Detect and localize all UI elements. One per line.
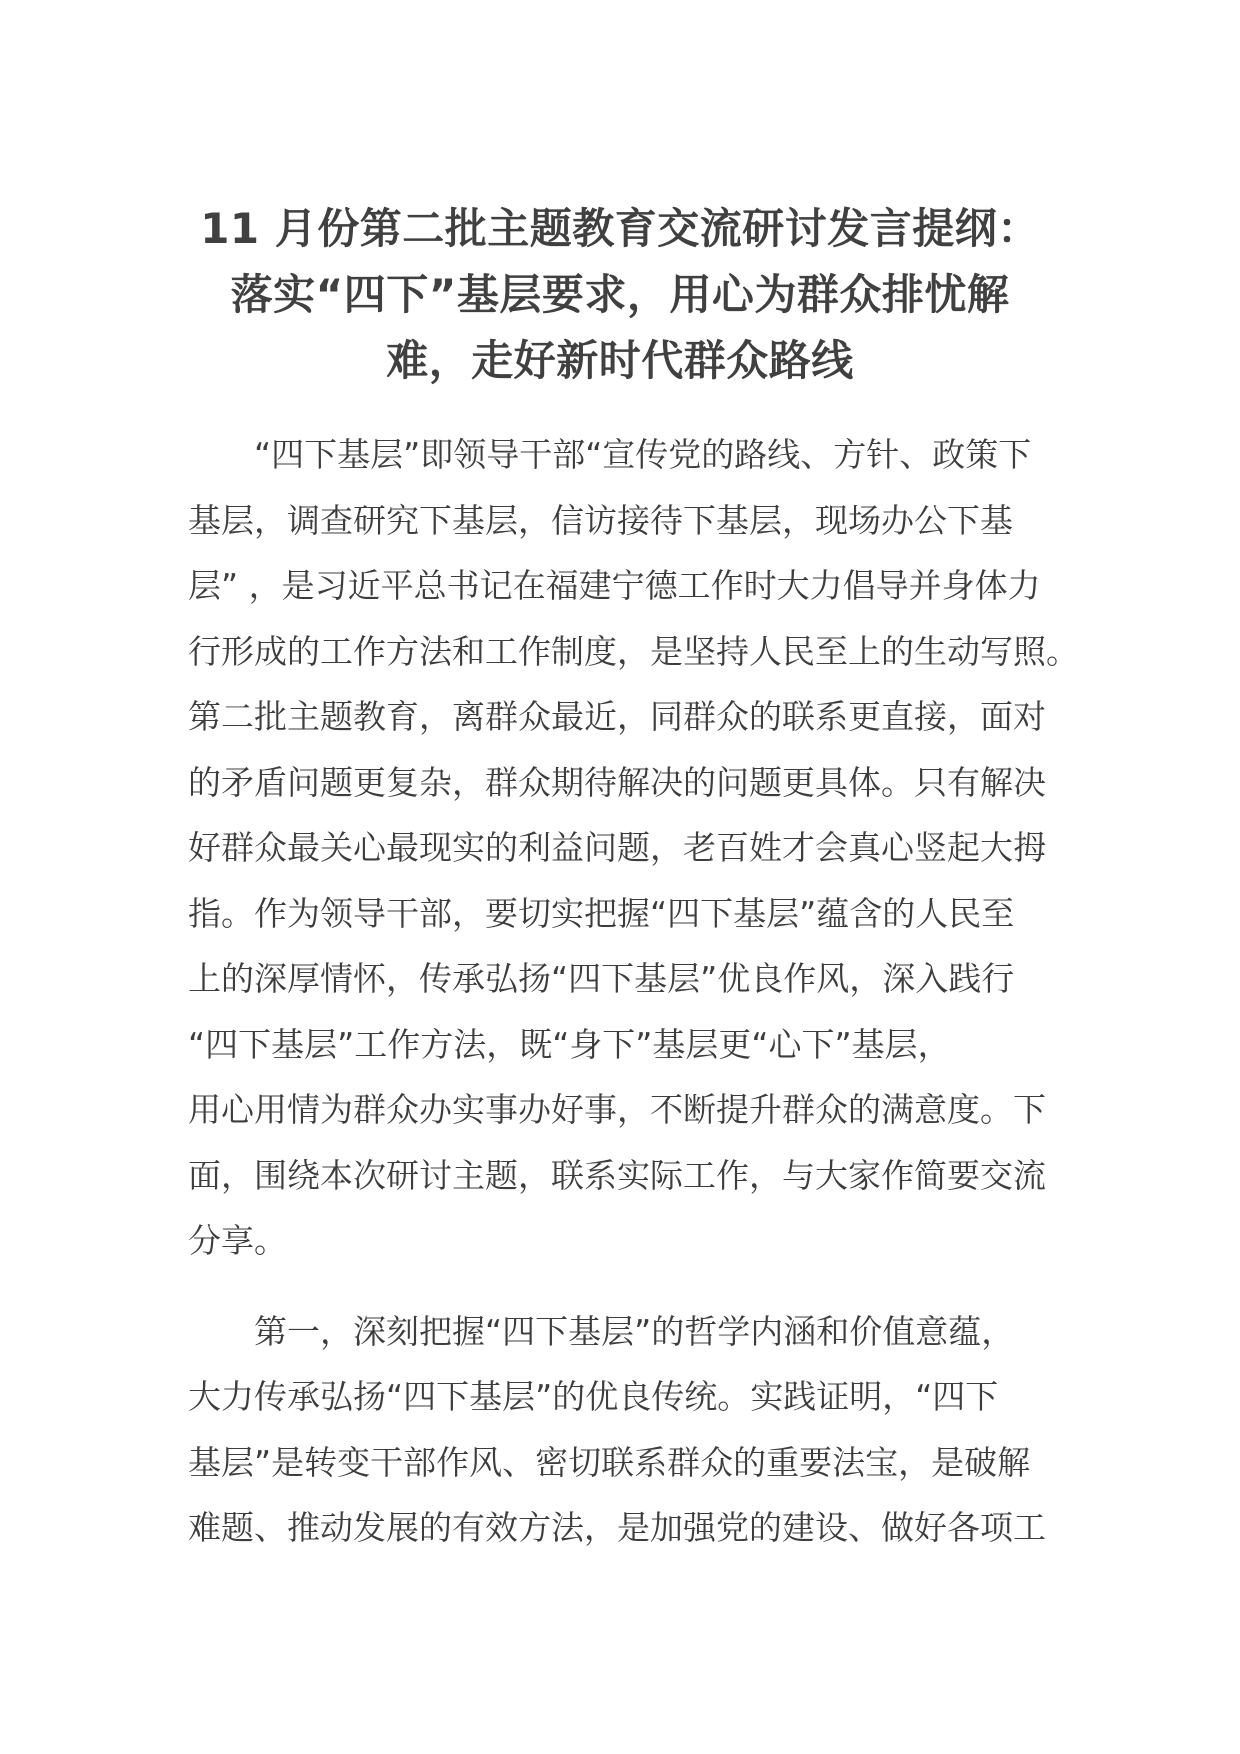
text-line: “四下基层”工作方法，既“身下”基层更“心下”基层，	[188, 1024, 951, 1064]
text-line: 上的深厚情怀，传承弘扬“四下基层”优良作风，深入践行	[188, 959, 1015, 998]
text-line: 用心用情为群众办实事办好事，不断提升群众的满意度。下	[188, 1090, 1046, 1129]
document-body	[188, 422, 1079, 1586]
text-line: 第一，深刻把握“四下基层”的哲学内涵和价值意蕴，	[188, 1311, 1015, 1351]
text-line: 好群众最关心最现实的利益问题，老百姓才会真心竖起大拇	[188, 828, 1046, 867]
title-line: 难，走好新时代群众路线	[386, 336, 854, 385]
text-line: “四下基层”即领导干部“宣传党的路线、方针、政策下	[188, 435, 1032, 474]
text-line: 的矛盾问题更复杂，群众期待解决的问题更具体。只有解决	[188, 762, 1046, 802]
text-line: 层” ，是习近平总书记在福建宁德工作时大力倡导并身体力	[188, 566, 1041, 605]
text-line: 难题、推动发展的有效方法，是加强党的建设、做好各项工	[188, 1508, 1046, 1547]
text-line: 行形成的工作方法和工作制度，是坚持人民至上的生动写照。	[188, 631, 1079, 671]
text-line: 面，围绕本次研讨主题，联系实际工作，与大家作简要交流	[188, 1155, 1046, 1195]
text-line: 基层”是转变干部作风、密切联系群众的重要法宝，是破解	[188, 1442, 1031, 1482]
title-line: 11 月份第二批主题教育交流研讨发言提纲：	[200, 204, 1040, 253]
body-paragraph	[188, 422, 1079, 1274]
text-line: 基层，调查研究下基层，信访接待下基层，现场办公下基	[188, 500, 1013, 540]
text-line: 大力传承弘扬“四下基层”的优良传统。实践证明，“四下	[188, 1377, 999, 1416]
text-line: 指。作为领导干部，要切实把握“四下基层”蕴含的人民至	[188, 893, 1015, 933]
document-title	[180, 196, 1060, 394]
body-paragraph	[188, 1299, 1060, 1561]
text-line: 第二批主题教育，离群众最近，同群众的联系更直接，面对	[188, 697, 1046, 736]
title-line: 落实“四下”基层要求，用心为群众排忧解	[230, 270, 1010, 319]
text-line: 分享。	[188, 1221, 287, 1260]
